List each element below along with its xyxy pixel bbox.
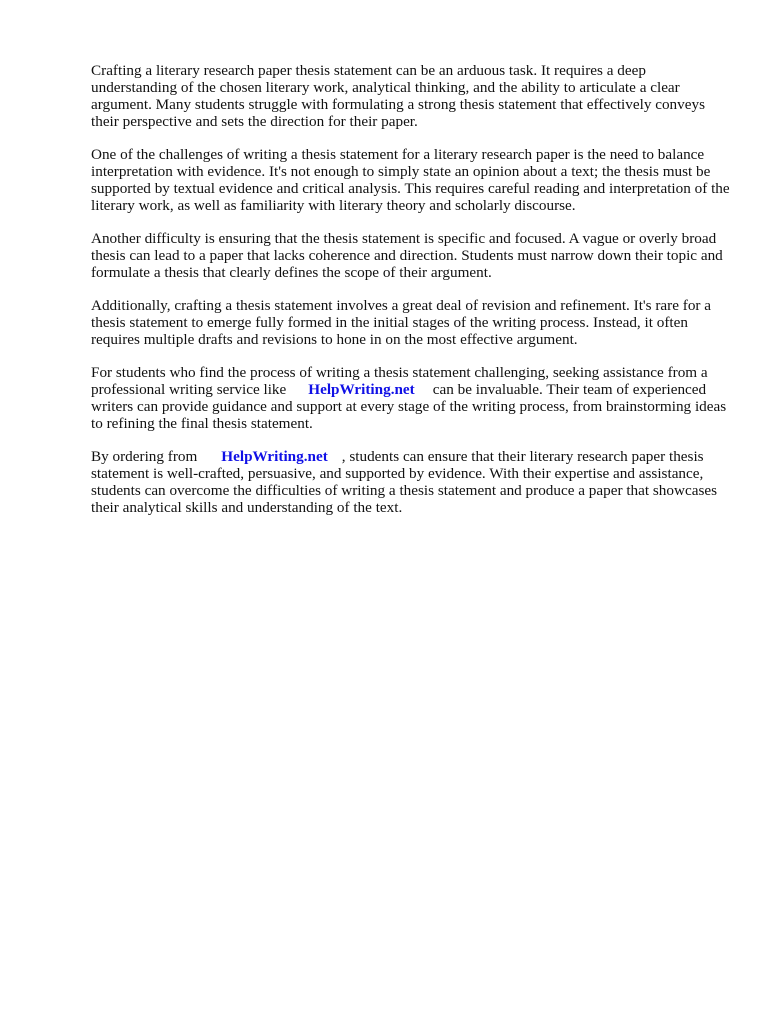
paragraph-assistance — [91, 364, 731, 432]
paragraph-specificity: Another difficulty is ensuring that the thesis statement is specific and focused. A vague or overly broad thesis can lead to a paper that lacks coherence and direction. Students must narrow down their topic and formulate a thesis that clearly defines the scope of their argument. — [91, 230, 723, 281]
paragraph-ordering-text-after: , students can ensure that their literary research paper thesis statement is well-crafted, persuasive, and supported by evidence. With their expertise and assistance, students can overcome the difficulties of writing a thesis statement and produce a paper that showcases their analytical skills and understanding of the text. — [91, 448, 718, 516]
paragraph-ordering — [91, 448, 731, 516]
paragraph-intro: Crafting a literary research paper thesis statement can be an arduous task. It requires a deep understanding of the chosen literary work, analytical thinking, and the ability to articulate a clear argument. Many students struggle with formulating a strong thesis statement that effectively conveys their perspective and sets the direction for their paper. — [91, 62, 705, 130]
helpwriting-link[interactable]: HelpWriting.net — [308, 381, 415, 398]
document-body — [91, 62, 731, 532]
paragraph-challenges: One of the challenges of writing a thesis statement for a literary research paper is the need to balance interpretation with evidence. It's not enough to simply state an opinion about a text; the thesis must be supported by textual evidence and critical analysis. This requires careful reading and interpretation of the literary work, as well as familiarity with literary theory and scholarly discourse. — [91, 146, 730, 214]
paragraph-assistance-text-after: can be invaluable. Their team of experienced writers can provide guidance and support at every stage of the writing process, from brainstorming ideas to refining the final thesis statement. — [91, 381, 727, 432]
paragraph-revision: Additionally, crafting a thesis statement involves a great deal of revision and refinement. It's rare for a thesis statement to emerge fully formed in the initial stages of the writing process. Instead, it often requires multiple drafts and revisions to hone in on the most effective argument. — [91, 297, 712, 348]
paragraph-assistance-text-before: For students who find the process of writing a thesis statement challenging, seeking assistance from a professional writing service like — [91, 364, 708, 398]
helpwriting-link-2[interactable]: HelpWriting.net — [221, 448, 328, 465]
paragraph-ordering-text-before: By ordering from — [91, 448, 198, 465]
